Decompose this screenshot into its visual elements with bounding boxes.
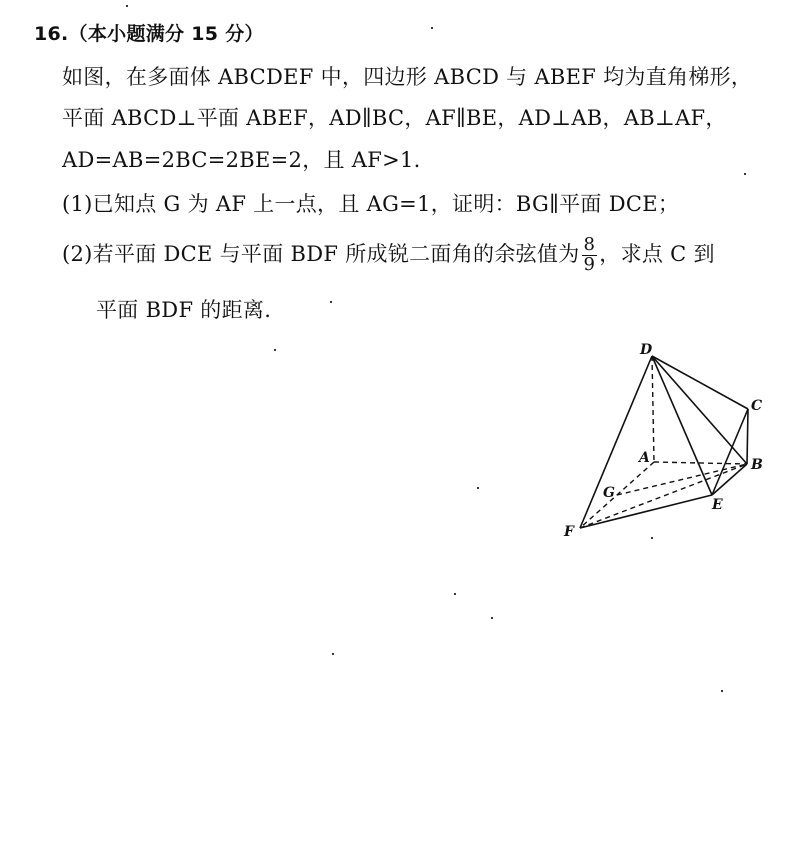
label-C: C bbox=[751, 398, 763, 414]
edge-CB bbox=[747, 409, 748, 464]
part-2-text-after: ，求点 C 到 bbox=[599, 241, 715, 266]
edge-GB-hidden bbox=[617, 464, 747, 495]
edge-DE bbox=[652, 356, 712, 495]
problem-stem-line-2: 平面 ABCD⊥平面 ABEF，AD∥BC，AF∥BE，AD⊥AB，AB⊥AF， bbox=[62, 106, 727, 130]
edge-AB-hidden bbox=[654, 462, 747, 464]
edge-DA-hidden bbox=[652, 356, 654, 462]
label-E: E bbox=[712, 497, 723, 513]
problem-stem-line-3: AD=AB=2BC=2BE=2，且 AF>1. bbox=[62, 148, 421, 172]
part-2-continuation: 平面 BDF 的距离. bbox=[96, 298, 272, 322]
part-1-question: (1)已知点 G 为 AF 上一点，且 AG=1，证明：BG∥平面 DCE； bbox=[62, 192, 680, 216]
label-D: D bbox=[640, 342, 653, 358]
edge-EC bbox=[712, 409, 748, 495]
fraction-denominator: 9 bbox=[583, 253, 596, 275]
problem-stem-line-1: 如图，在多面体 ABCDEF 中，四边形 ABCD 与 ABEF 均为直角梯形， bbox=[62, 65, 753, 89]
scan-specks bbox=[126, 5, 746, 692]
problem-header: 16.（本小题满分 15 分） bbox=[34, 23, 264, 45]
edge-FE bbox=[580, 495, 712, 528]
edge-DB bbox=[652, 356, 747, 464]
part-2-text-before: (2)若平面 DCE 与平面 BDF 所成锐二面角的余弦值为 bbox=[62, 241, 580, 266]
label-B: B bbox=[751, 457, 763, 473]
edge-EB bbox=[712, 464, 747, 495]
fraction-numerator: 8 bbox=[583, 234, 596, 255]
label-G: G bbox=[603, 485, 615, 501]
label-A: A bbox=[639, 450, 650, 466]
edge-DC bbox=[652, 356, 748, 409]
label-F: F bbox=[564, 524, 574, 540]
edge-DF bbox=[580, 356, 652, 528]
